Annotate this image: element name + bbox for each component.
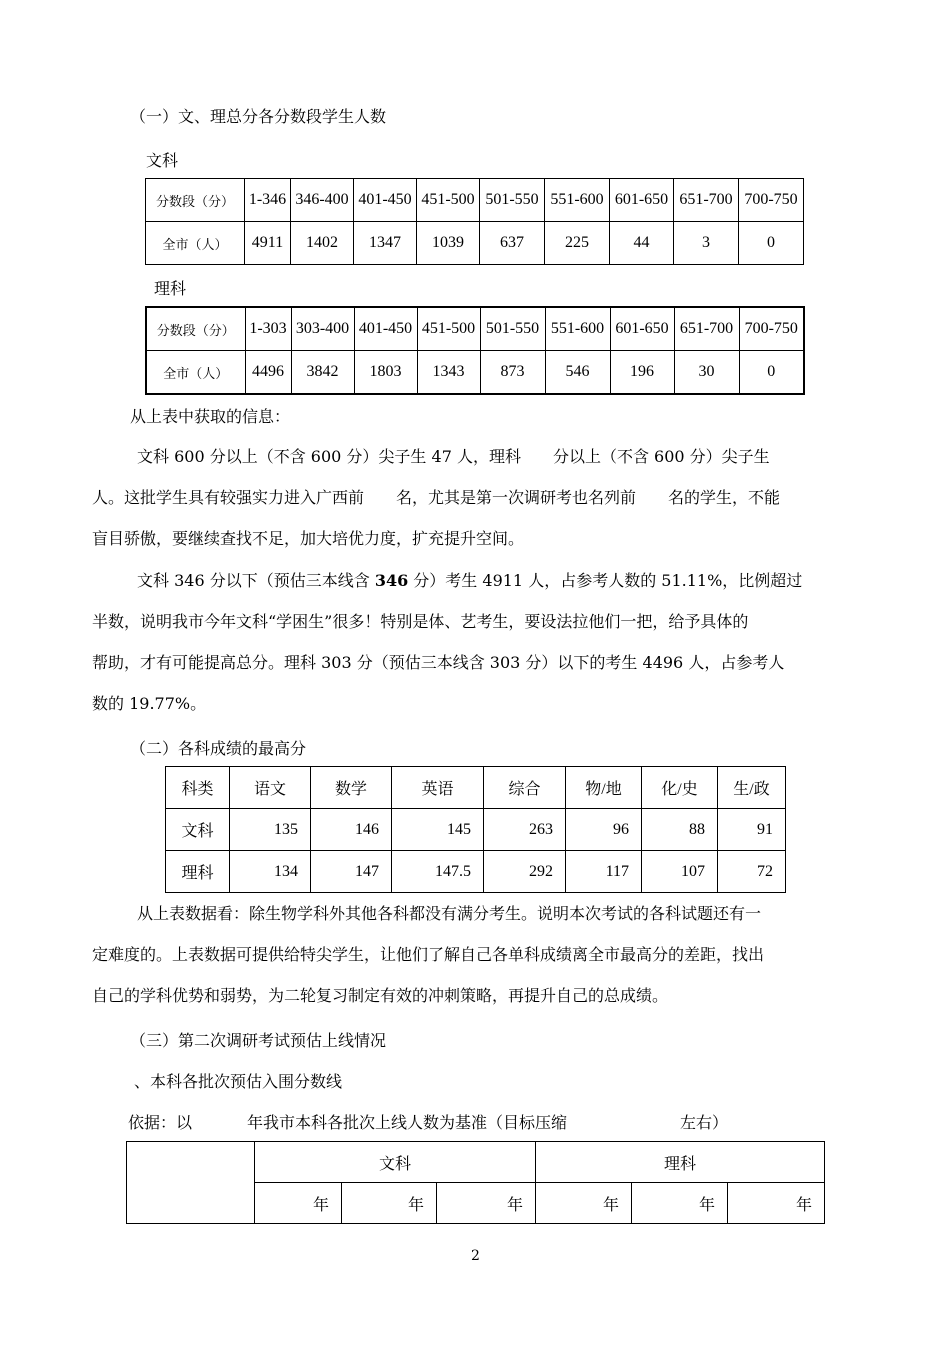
count-cell: 0 <box>739 351 804 395</box>
table-row <box>166 809 786 851</box>
empty-corner-cell <box>127 1142 255 1224</box>
band-cell: 346-400 <box>291 179 354 222</box>
wenke-label: 文科 <box>146 151 179 170</box>
basis-text-b: 年我市本科各批次上线人数为基准（目标压缩 <box>247 1113 568 1132</box>
score-cell: 107 <box>642 851 718 893</box>
year-cell: 年 <box>632 1183 728 1224</box>
section-heading-1: （一）文、理总分各分数段学生人数 <box>130 107 387 126</box>
count-cell: 1343 <box>417 351 480 395</box>
band-cell: 501-550 <box>480 307 545 351</box>
count-cell: 196 <box>610 351 674 395</box>
band-cell: 451-500 <box>417 307 480 351</box>
band-cell: 501-550 <box>480 179 545 222</box>
paragraph-3-line-1: 从上表数据看：除生物学科外其他各科都没有满分考生。说明本次考试的各科试题还有一 <box>137 904 762 923</box>
row-header-count: 全市（人） <box>146 351 245 395</box>
score-cell: 134 <box>230 851 311 893</box>
band-cell: 1-303 <box>245 307 291 351</box>
count-cell: 3842 <box>291 351 354 395</box>
band-cell: 700-750 <box>739 179 804 222</box>
band-cell: 451-500 <box>417 179 480 222</box>
max-score-table <box>165 766 786 893</box>
count-cell: 4496 <box>245 351 291 395</box>
table-row <box>166 851 786 893</box>
count-cell: 873 <box>480 351 545 395</box>
paragraph-1-line-1: 文科 600 分以上（不含 600 分）尖子生 47 人，理科 分以上（不含 600 分）尖子生 <box>137 447 770 466</box>
band-cell: 303-400 <box>291 307 354 351</box>
header-cell: 英语 <box>392 767 484 809</box>
count-cell: 1039 <box>417 222 480 265</box>
count-cell: 1402 <box>291 222 354 265</box>
count-cell: 637 <box>480 222 545 265</box>
band-cell: 551-600 <box>545 179 610 222</box>
score-cell: 147.5 <box>392 851 484 893</box>
band-cell: 651-700 <box>674 179 739 222</box>
band-cell: 601-650 <box>610 307 674 351</box>
paragraph-2-line-2: 半数，说明我市今年文科“学困生”很多！特别是体、艺考生，要设法拉他们一把，给予具体的 <box>92 612 749 631</box>
paragraph-3-line-2: 定难度的。上表数据可提供给特尖学生，让他们了解自己各单科成绩离全市最高分的差距，找出 <box>92 945 765 964</box>
count-cell: 0 <box>739 222 804 265</box>
band-cell: 1-346 <box>245 179 291 222</box>
paragraph-2-line-3: 帮助，才有可能提高总分。理科 303 分（预估三本线含 303 分）以下的考生 4496 人，占参考人 <box>92 653 785 672</box>
paragraph-2-line-1 <box>137 571 907 591</box>
band-cell: 401-450 <box>354 307 417 351</box>
score-cell: 96 <box>566 809 642 851</box>
header-cell: 化/史 <box>642 767 718 809</box>
count-cell: 546 <box>545 351 610 395</box>
table-row <box>146 179 804 222</box>
header-cell: 综合 <box>484 767 566 809</box>
header-cell: 生/政 <box>718 767 786 809</box>
header-cell: 数学 <box>311 767 392 809</box>
paragraph-2-text-a: 文科 346 分以下（预估三本线含 <box>137 571 375 590</box>
basis-text-c: 左右） <box>680 1113 729 1132</box>
header-cell: 科类 <box>166 767 230 809</box>
score-cell: 117 <box>566 851 642 893</box>
count-cell: 3 <box>674 222 739 265</box>
year-cell: 年 <box>728 1183 825 1224</box>
score-cell: 135 <box>230 809 311 851</box>
wenke-distribution-table <box>145 178 804 265</box>
score-cell: 292 <box>484 851 566 893</box>
count-cell: 44 <box>610 222 674 265</box>
year-cell: 年 <box>342 1183 437 1224</box>
paragraph-2-text-c: 分）考生 4911 人，占参考人数的 51.11%，比例超过 <box>408 571 803 590</box>
info-intro: 从上表中获取的信息： <box>130 407 291 426</box>
header-cell: 语文 <box>230 767 311 809</box>
paragraph-2-line-4: 数的 19.77%。 <box>92 694 207 713</box>
header-cell: 物/地 <box>566 767 642 809</box>
table-row <box>146 222 804 265</box>
row-label: 文科 <box>166 809 230 851</box>
score-cell: 147 <box>311 851 392 893</box>
count-cell: 1803 <box>354 351 417 395</box>
table-row <box>146 307 804 351</box>
basis-text-a: 依据：以 <box>128 1113 193 1132</box>
year-cell: 年 <box>437 1183 536 1224</box>
year-cell: 年 <box>536 1183 632 1224</box>
count-cell: 225 <box>545 222 610 265</box>
year-cell: 年 <box>255 1183 342 1224</box>
count-cell: 1347 <box>354 222 417 265</box>
section-heading-3: （三）第二次调研考试预估上线情况 <box>130 1031 387 1050</box>
cutoff-score-table <box>126 1141 825 1224</box>
paragraph-1-line-2: 人。这批学生具有较强实力进入广西前 名，尤其是第一次调研考也名列前 名的学生，不能 <box>92 488 781 507</box>
like-label: 理科 <box>154 279 187 298</box>
score-cell: 146 <box>311 809 392 851</box>
score-cell: 88 <box>642 809 718 851</box>
band-cell: 700-750 <box>739 307 804 351</box>
paragraph-2-bold-346: 346 <box>374 571 409 590</box>
row-header-band: 分数段（分） <box>146 307 245 351</box>
paragraph-1-line-3: 盲目骄傲，要继续查找不足，加大培优力度，扩充提升空间。 <box>92 529 525 548</box>
like-distribution-table <box>145 306 805 395</box>
count-cell: 4911 <box>245 222 291 265</box>
band-cell: 651-700 <box>674 307 739 351</box>
row-label: 理科 <box>166 851 230 893</box>
band-cell: 601-650 <box>610 179 674 222</box>
band-cell: 401-450 <box>354 179 417 222</box>
table-header-row <box>166 767 786 809</box>
row-header-count: 全市（人） <box>146 222 245 265</box>
band-cell: 551-600 <box>545 307 610 351</box>
score-cell: 72 <box>718 851 786 893</box>
count-cell: 30 <box>674 351 739 395</box>
table-row <box>146 351 804 395</box>
header-like: 理科 <box>536 1142 825 1183</box>
header-wenke: 文科 <box>255 1142 536 1183</box>
row-header-band: 分数段（分） <box>146 179 245 222</box>
subsection-heading-1: 、本科各批次预估入围分数线 <box>134 1072 343 1091</box>
paragraph-3-line-3: 自己的学科优势和弱势，为二轮复习制定有效的冲刺策略，再提升自己的总成绩。 <box>92 986 669 1005</box>
section-heading-2: （二）各科成绩的最高分 <box>130 739 307 758</box>
score-cell: 263 <box>484 809 566 851</box>
score-cell: 91 <box>718 809 786 851</box>
page-number: 2 <box>471 1248 480 1264</box>
score-cell: 145 <box>392 809 484 851</box>
table-header-row <box>127 1142 825 1183</box>
